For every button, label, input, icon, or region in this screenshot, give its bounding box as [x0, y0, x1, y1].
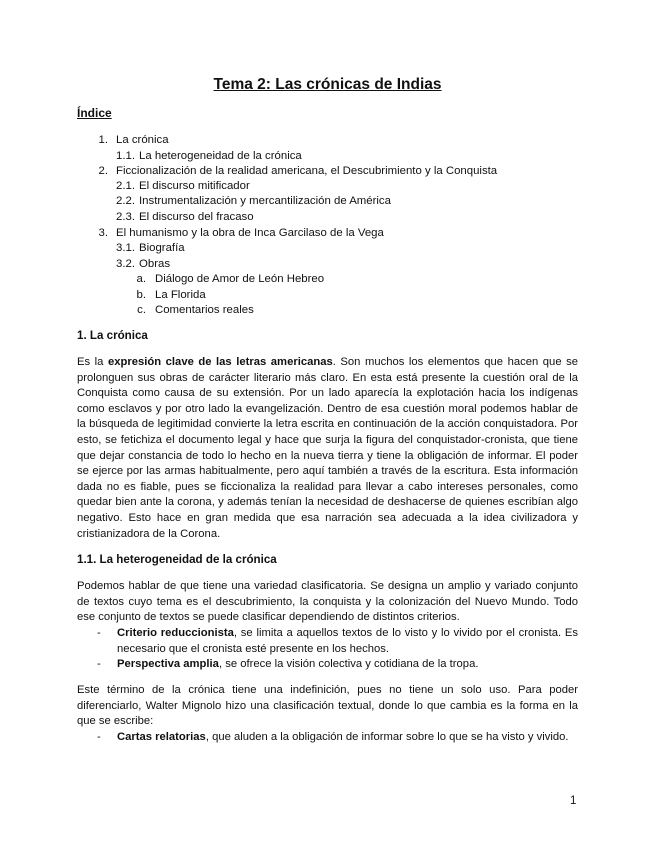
- bullet-text: [117, 730, 578, 746]
- toc-item-label: Obras: [139, 258, 171, 270]
- toc-item-label: La crónica: [116, 134, 169, 146]
- bullet-dash: -: [97, 627, 101, 639]
- bullet-text: [117, 657, 578, 673]
- toc-item-number: 3.1.: [116, 242, 135, 254]
- paragraph-bold-text: expresión clave de las letras americanas: [107, 356, 333, 368]
- toc-item-number: 1.1.: [116, 150, 135, 162]
- toc-item-number: c.: [137, 304, 146, 316]
- toc-item-label: Diálogo de Amor de León Hebreo: [155, 273, 325, 285]
- bullet-text: [117, 626, 578, 657]
- toc-item-number: 1.: [98, 134, 108, 146]
- toc-item-number: 2.: [98, 165, 108, 177]
- toc-item-number: b.: [136, 289, 146, 301]
- toc-item-label: El discurso del fracaso: [139, 211, 254, 223]
- toc-item-number: 2.1.: [116, 180, 135, 192]
- toc-item-number: 3.: [98, 227, 108, 239]
- toc-item-label: Ficcionalización de la realidad americana, el Descubrimiento y la Conquista: [116, 165, 498, 177]
- section-paragraph: Este término de la crónica tiene una indefinición, pues no tiene un solo uso. Para poder diferenciarlo, Walter Mignolo hizo una clasificación textual, donde lo que cambia es la forma en la que se escribe:: [77, 684, 578, 728]
- toc-item-label: La heterogeneidad de la crónica: [139, 150, 302, 162]
- bullet-bold-text: Perspectiva amplia: [117, 658, 219, 670]
- bullet-dash: -: [97, 731, 101, 743]
- bullet-body-text: , se limita a aquellos textos de lo visto y lo vivido por el cronista. Es necesario que el cronista esté presente en los hechos.: [117, 627, 579, 655]
- section-heading: 1. La crónica: [77, 329, 148, 342]
- toc-item-label: Biografía: [139, 242, 185, 254]
- bullet-dash: -: [97, 658, 101, 670]
- toc-item-label: El humanismo y la obra de Inca Garcilaso de la Vega: [116, 227, 384, 239]
- page-title: Tema 2: Las crónicas de Indias: [213, 76, 442, 93]
- page-number: 1: [570, 795, 577, 807]
- toc-item-number: a.: [136, 273, 146, 285]
- toc-item-number: 2.2.: [116, 195, 135, 207]
- index-heading: Índice: [77, 106, 112, 120]
- section-paragraph: Podemos hablar de que tiene una variedad clasificatoria. Se designa un amplio y variado conjunto de textos cuyo tema es el descubrimiento, la conquista y la colonización del Nuevo Mundo. Todo ese conjunto de textos se puede clasificar dependiendo de distintos criterios.: [77, 580, 578, 624]
- toc-item-label: Instrumentalización y mercantilización de América: [139, 195, 391, 207]
- bullet-bold-text: Criterio reduccionista: [117, 627, 234, 639]
- subsection-heading: 1.1. La heterogeneidad de la crónica: [77, 553, 277, 566]
- toc-item-number: 3.2.: [116, 258, 135, 270]
- paragraph-text: . Son muchos los elementos que hacen que se prolonguen sus obras de carácter literario más claro. En esta está presente la cuestión oral de la Conquista como causa de su extensión. Por un lado aparecía la explotación hacia los indígenas como esclavos y por otro lado la evangelización. Dentro de esa cuestión moral podemos hablar de la búsqueda de legitimidad convierte la letra escrita en continuación de la acción conquistadora. Por esto, se fetichiza el documento legal y hace que surja la figura del conquistador-cronista, que tiene que dejar constancia de todo lo hecho en la nueva tierra y tiene la obligación de informar. El poder se ejerce por las armas habitualmente, pero aquí también a través de la escritura. Esta información dada no es fiable, pues se ficcionaliza la realidad para llevar a cabo intereses personales, como quedar bien ante la corona, y además tenían la necesidad de deshacerse de quienes escribían algo negativo. Esto hace en gran medida que esa narración sea adecuada a la idea civilizadora y cristianizadora de la Corona.: [77, 356, 579, 540]
- toc-item-number: 2.3.: [116, 211, 135, 223]
- toc-item-label: Comentarios reales: [155, 304, 254, 316]
- toc-item-label: El discurso mitificador: [139, 180, 250, 192]
- paragraph-text: Es la: [77, 356, 108, 368]
- section-paragraph: [77, 355, 578, 542]
- bullet-body-text: , se ofrece la visión colectiva y cotidiana de la tropa.: [218, 658, 479, 670]
- bullet-bold-text: Cartas relatorias: [117, 731, 206, 743]
- bullet-body-text: , que aluden a la obligación de informar sobre lo que se ha visto y vivido.: [205, 731, 569, 743]
- toc-item-label: La Florida: [155, 289, 206, 301]
